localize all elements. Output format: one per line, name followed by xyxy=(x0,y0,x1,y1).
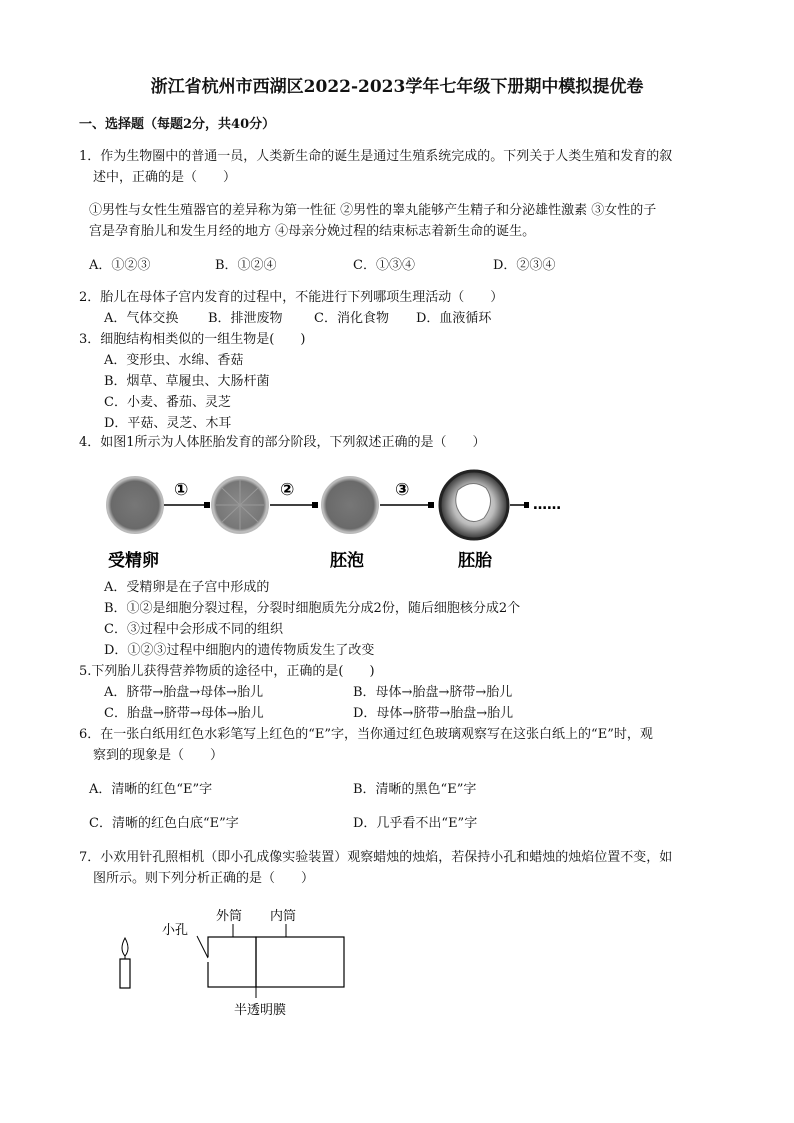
label-translucent-film: 半透明膜 xyxy=(234,1003,287,1018)
q2-option-a: A．气体交换 xyxy=(104,311,179,326)
trailing-ellipsis: …… xyxy=(533,497,561,513)
label-outer-tube: 外筒 xyxy=(216,909,243,924)
q6-option-a: A．清晰的红色“E”字 xyxy=(89,782,213,797)
q1-option-c: C．①③④ xyxy=(353,258,415,273)
q1-statements-line1: ①男性与女性生殖器官的差异称为第一性征 ②男性的睾丸能够产生精子和分泌雄性激素 ③女性的子 xyxy=(89,203,657,218)
q4-option-a: A．受精卵是在子宫中形成的 xyxy=(104,580,270,595)
step-2-label: ② xyxy=(280,480,295,500)
section-heading: 一、选择题（每题2分，共40分） xyxy=(79,117,276,132)
q6-stem-line2: 察到的现象是（ ） xyxy=(93,748,224,763)
q6-option-c: C．清晰的红色白底“E”字 xyxy=(89,816,239,831)
q4-option-d: D．①②③过程中细胞内的遗传物质发生了改变 xyxy=(104,643,375,658)
q1-stem-line1: 1．作为生物圈中的普通一员，人类新生命的诞生是通过生殖系统完成的。下列关于人类生殖和发育的叙 xyxy=(79,149,673,164)
label-pinhole: 小孔 xyxy=(162,923,189,938)
step-3-label: ③ xyxy=(395,480,410,500)
q1-option-d: D．②③④ xyxy=(493,258,556,273)
q4-option-b: B．①②是细胞分裂过程，分裂时细胞质先分成2份，随后细胞核分成2个 xyxy=(104,601,521,616)
page-title: 浙江省杭州市西湖区2022-2023学年七年级下册期中模拟提优卷 xyxy=(150,77,644,97)
q7-stem-line1: 7．小欢用针孔照相机（即小孔成像实验装置）观察蜡烛的烛焰，若保持小孔和蜡烛的烛焰位置不变，如 xyxy=(79,850,673,865)
step-1-label: ① xyxy=(174,480,189,500)
candle-icon xyxy=(120,959,130,988)
q1-statements-line2: 宫是孕育胎儿和发生月经的地方 ④母亲分娩过程的结束标志着新生命的诞生。 xyxy=(89,224,536,239)
q5-option-d: D．母体→脐带→胎盘→胎儿 xyxy=(353,706,514,721)
embryo-development-figure xyxy=(100,460,600,575)
q3-stem: 3．细胞结构相类似的一组生物是( ) xyxy=(79,332,306,347)
q3-option-d: D．平菇、灵芝、木耳 xyxy=(104,416,232,431)
q2-option-c: C．消化食物 xyxy=(314,311,389,326)
q6-option-d: D．几乎看不出“E”字 xyxy=(353,816,478,831)
outer-tube xyxy=(208,937,256,987)
q7-stem-line2: 图所示。则下列分析正确的是（ ） xyxy=(93,871,315,886)
q3-option-a: A．变形虫、水绵、香菇 xyxy=(104,353,244,368)
q3-option-c: C．小麦、番茄、灵芝 xyxy=(104,395,231,410)
q3-option-b: B．烟草、草履虫、大肠杆菌 xyxy=(104,374,270,389)
q1-option-a: A．①②③ xyxy=(89,258,151,273)
q4-stem: 4．如图1所示为人体胚胎发育的部分阶段，下列叙述正确的是（ ） xyxy=(79,435,486,450)
q2-option-d: D．血液循环 xyxy=(416,311,492,326)
label-blastocyst: 胚泡 xyxy=(330,551,364,571)
label-zygote: 受精卵 xyxy=(108,551,159,571)
zygote-cell xyxy=(107,477,163,533)
q5-option-c: C．胎盘→脐带→母体→胎儿 xyxy=(104,706,264,721)
pinhole-camera-figure xyxy=(110,900,360,1025)
blastocyst-cell xyxy=(322,477,378,533)
q2-stem: 2．胎儿在母体子宫内发育的过程中，不能进行下列哪项生理活动（ ） xyxy=(79,290,504,305)
q5-option-b: B．母体→胎盘→脐带→胎儿 xyxy=(353,685,513,700)
label-inner-tube: 内筒 xyxy=(270,909,297,924)
inner-tube xyxy=(256,937,344,987)
q5-stem: 5.下列胎儿获得营养物质的途径中，正确的是( ) xyxy=(79,664,375,679)
label-embryo: 胚胎 xyxy=(458,551,492,571)
q1-option-b: B．①②④ xyxy=(215,258,277,273)
q6-option-b: B．清晰的黑色“E”字 xyxy=(353,782,477,797)
q4-option-c: C．③过程中会形成不同的组织 xyxy=(104,622,283,637)
q1-stem-line2: 述中，正确的是（ ） xyxy=(93,170,237,185)
candle-flame-icon xyxy=(122,938,128,956)
q5-option-a: A．脐带→胎盘→母体→胎儿 xyxy=(104,685,264,700)
q6-stem-line1: 6．在一张白纸用红色水彩笔写上红色的“E”字，当你通过红色玻璃观察写在这张白纸上的“E”时，观 xyxy=(79,727,653,742)
q2-option-b: B．排泄废物 xyxy=(208,311,283,326)
